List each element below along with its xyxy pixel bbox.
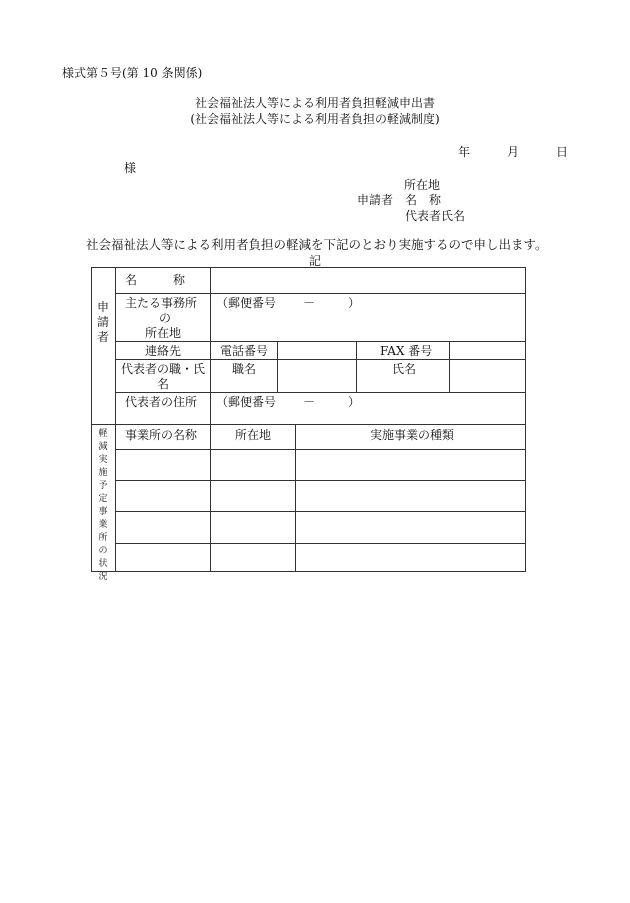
row-label-representative-2: 名: [157, 377, 170, 391]
addressee-honorific: 様: [124, 161, 137, 175]
fax-divider: [356, 341, 357, 392]
applicant-label: 申請者: [357, 193, 394, 207]
row-label-representative-1: 代表者の職・氏: [121, 362, 206, 376]
postal-code-label-2: （郵便番号: [216, 395, 277, 409]
applicant-section-label: 申 請 者: [96, 300, 109, 344]
representative-name-label: 代表者氏名: [405, 209, 466, 223]
date-year-label: 年: [458, 145, 471, 159]
postal-code-close-2: ）: [348, 395, 361, 409]
application-table: [91, 267, 526, 572]
fax-value-divider: [449, 341, 450, 392]
applicant-address-label: 所在地: [404, 178, 441, 192]
row-label-office-1: 主たる事務所: [125, 296, 198, 310]
row-label-contact: 連絡先: [145, 344, 182, 358]
phone-number-label: 電話番号: [220, 344, 269, 358]
postal-code-dash-2: －: [303, 395, 316, 409]
row-line: [115, 449, 526, 450]
section-line: [91, 424, 526, 425]
row-line: [115, 293, 526, 294]
date-day-label: 日: [556, 145, 569, 159]
column-header-office-name: 事業所の名称: [125, 428, 198, 442]
fax-number-label: FAX 番号: [380, 344, 433, 358]
column-header-service-type: 実施事業の種類: [370, 428, 455, 442]
section-divider: [115, 267, 116, 572]
postal-code-label: （郵便番号: [216, 296, 277, 310]
row-label-representative-address: 代表者の住所: [125, 395, 198, 409]
row-label-office-3: 所在地: [145, 326, 182, 340]
document-subtitle: (社会福祉法人等による利用者負担の軽減制度): [190, 112, 440, 126]
applicant-name-label: 名 称: [405, 193, 442, 207]
row-label-name: 名 称: [125, 273, 186, 287]
form-number: 様式第５号(第 10 条関係): [62, 66, 203, 80]
postal-code-close: ）: [348, 296, 361, 310]
location-column-divider: [295, 424, 296, 572]
note-heading: 記: [308, 254, 321, 268]
offices-section-label: 軽 減 実 施 予 定 事 業 所 の 状 況: [98, 429, 108, 582]
row-line: [115, 341, 526, 342]
label-column-divider: [210, 267, 211, 572]
row-line: [115, 480, 526, 481]
row-line: [115, 392, 526, 393]
position-label: 職名: [232, 362, 257, 376]
phone-divider: [277, 341, 278, 392]
person-name-label: 氏名: [392, 362, 417, 376]
date-month-label: 月: [507, 145, 520, 159]
postal-code-dash: －: [303, 296, 316, 310]
column-header-location: 所在地: [235, 428, 272, 442]
row-line: [115, 359, 526, 360]
row-line: [115, 511, 526, 512]
declaration-text: 社会福祉法人等による利用者負担の軽減を下記のとおり実施するので申し出ます。: [86, 237, 548, 252]
document-title: 社会福祉法人等による利用者負担軽減申出書: [194, 96, 435, 110]
row-label-office-2: の: [159, 311, 172, 325]
row-line: [115, 543, 526, 544]
